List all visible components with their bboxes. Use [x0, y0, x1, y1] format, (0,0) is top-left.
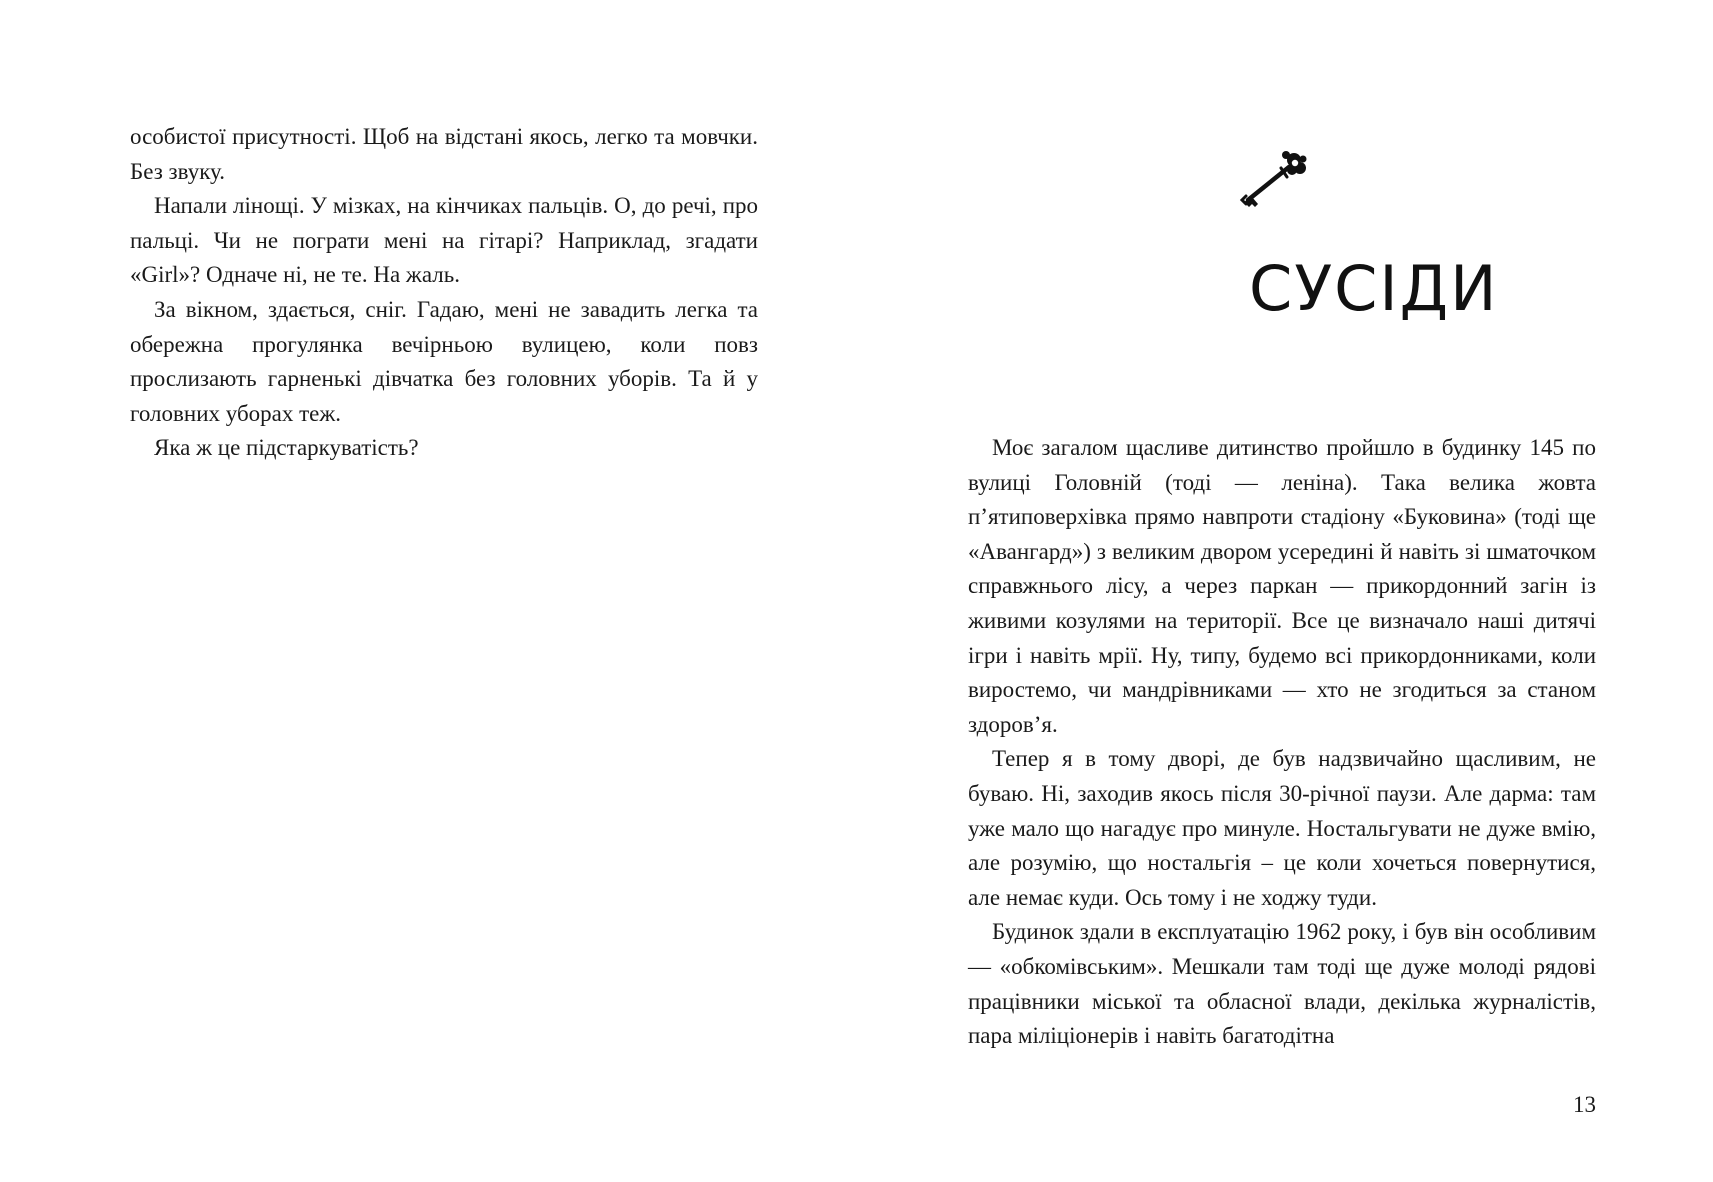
left-page-text [130, 120, 758, 466]
chapter-title [856, 252, 1713, 325]
page-number: 13 [1573, 1092, 1596, 1117]
left-page [0, 0, 856, 1182]
chapter-title-text: СУСІДИ [1249, 252, 1499, 325]
paragraph: особистої присутності. Щоб на відстані якось, легко та мовчки. Без звуку. [130, 124, 758, 184]
paragraph: За вікном, здається, сніг. Гадаю, мені не завадить легка та обережна прогулянка вечірньою вулицею, коли повз прослизають гарненькі дівчатка без головних уборів. Та й у головних уборах теж. [130, 296, 758, 426]
paragraph: Моє загалом щасливе дитинство пройшло в будинку 145 по вулиці Головній (тоді — леніна). Така велика жовта п’ятиповерхівка прямо навпроти стадіону «Буковина» (тоді ще «Авангард») з великим двором усередині й навіть зі шматочком справжнього лісу, а через паркан — прикордонний загін із живими козулями на території. Все це визначало наші дитячі ігри і навіть мрії. Ну, типу, будемо всі прикордонниками, коли виростемо, чи мандрівниками — хто не згодиться за станом здоров’я. [968, 435, 1596, 737]
key-icon [1238, 146, 1308, 210]
right-page [856, 0, 1713, 1182]
right-page-text [968, 431, 1596, 1054]
paragraph: Будинок здали в експлуатацію 1962 року, і був він особливим — «обкомівським». Мешкали там тоді ще дуже молоді рядові працівники міської та обласної влади, декілька журналістів, пара міліціонерів і навіть багатодітна [968, 919, 1596, 1049]
paragraph: Тепер я в тому дворі, де був надзвичайно щасливим, не буваю. Ні, заходив якось після 30-річної паузи. Але дарма: там уже мало що нагадує про минуле. Ностальгувати не дуже вмію, але розумію, що ностальгія – це коли хочеться повернутися, але немає куди. Ось тому і не ходжу туди. [968, 746, 1596, 910]
paragraph: Напали лінощі. У мізках, на кінчиках пальців. О, до речі, про пальці. Чи не пограти мені на гітарі? Наприклад, згадати «Girl»? Одначе ні, не те. На жаль. [130, 193, 758, 288]
paragraph: Яка ж це підстаркуватість? [154, 435, 419, 461]
